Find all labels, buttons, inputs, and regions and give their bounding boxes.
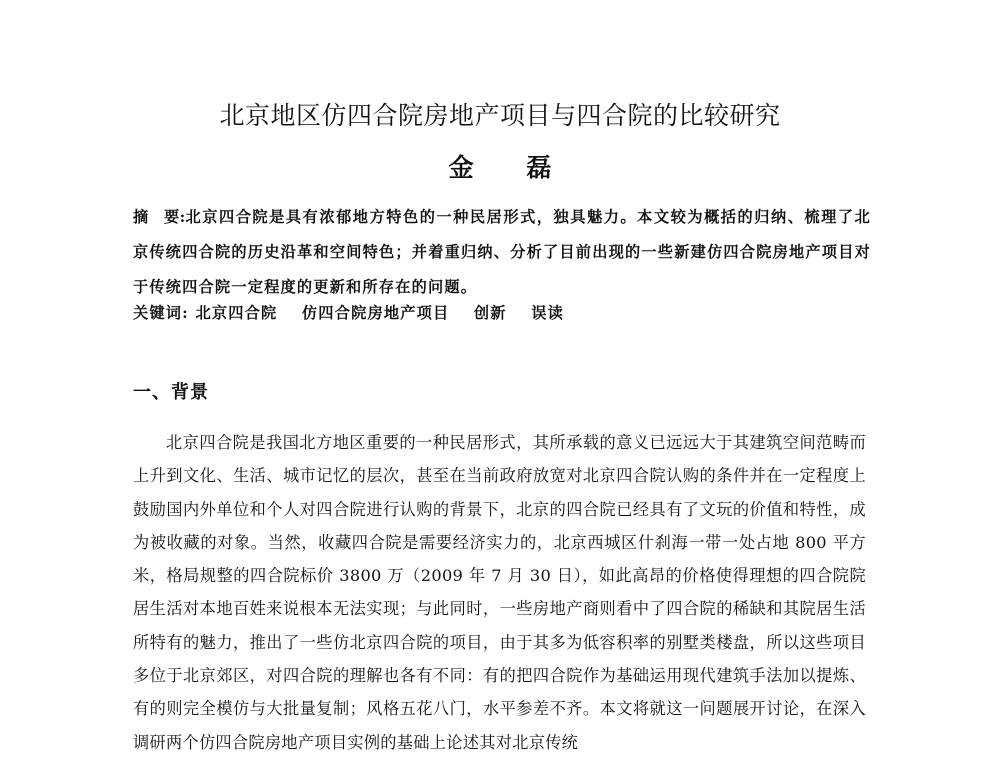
author-name: 金 磊 [448, 153, 574, 182]
abstract-label: 摘 要: [133, 208, 186, 226]
section-heading: 一、背景 [133, 382, 209, 403]
keyword-3: 创新 [473, 304, 507, 322]
keywords [133, 298, 582, 328]
abstract [133, 200, 871, 305]
keyword-2: 仿四合院房地产项目 [301, 304, 450, 322]
abstract-text: 北京四合院是具有浓郁地方特色的一种民居形式，独具魅力。本文较为概括的归纳、梳理了北京传统四合院的历史沿革和空间特色；并着重归纳、分析了目前出现的一些新建仿四合院房地产项目对于传统四合院一定程度的更新和所存在的问题。 [133, 208, 871, 296]
keyword-4: 误读 [531, 304, 564, 322]
body-paragraph: 北京四合院是我国北方地区重要的一种民居形式，其所承载的意义已远远大于其建筑空间范畴而上升到文化、生活、城市记忆的层次，甚至在当前政府放宽对北京四合院认购的条件并在一定程度上鼓励国内外单位和个人对四合院进行认购的背景下，北京的四合院已经具有了文玩的价值和特性，成为被收藏的对象。当然，收藏四合院是需要经济实力的，北京西城区什刹海一带一处占地 800 平方米，格局规整的四合院标价 3800 万（2009 年 7 月 30 日），如此高昂的价格使得理想的四合院院居生活对本地百姓来说根本无法实现；与此同时，一些房地产商则看中了四合院的稀缺和其院居生活所特有的魅力，推出了一些仿北京四合院的项目，由于其多为低容积率的别墅类楼盘，所以这些项目多位于北京郊区，对四合院的理解也各有不同：有的把四合院作为基础运用现代建筑手法加以提炼、有的则完全模仿与大批量复制；风格五花八门，水平参差不齐。本文将就这一问题展开讨论，在深入调研两个仿四合院房地产项目实例的基础上论述其对北京传统 [133, 433, 866, 752]
keywords-label: 关键词: [133, 304, 189, 322]
keyword-1: 北京四合院 [195, 304, 278, 322]
paper-title: 北京地区仿四合院房地产项目与四合院的比较研究 [219, 101, 781, 130]
